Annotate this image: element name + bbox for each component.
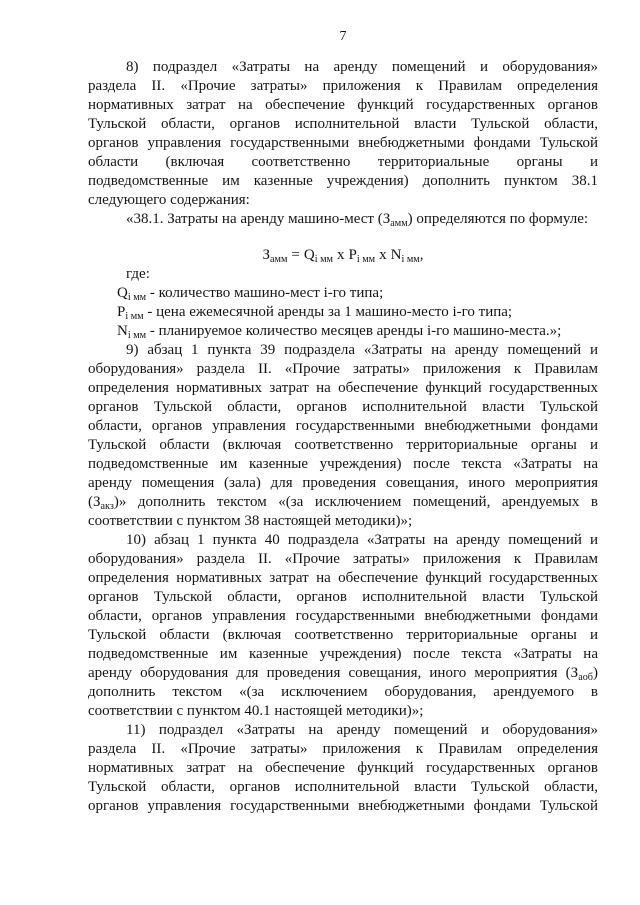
- text-line: раздела II. «Прочие затраты» приложения к Правилам определения: [88, 78, 598, 94]
- subscript: i мм: [401, 253, 420, 265]
- text-segment: ): [593, 665, 598, 681]
- text-line: соответствии с пунктом 40.1 настоящей методики)»;: [88, 703, 424, 719]
- text-line: 9) абзац 1 пункта 39 подраздела «Затраты на аренду помещений и: [126, 342, 598, 358]
- subscript: i мм: [127, 291, 147, 303]
- subscript: акз: [100, 500, 114, 512]
- definition-text: - планируемое количество месяцев аренды i-го машино-места.»;: [146, 323, 562, 339]
- formula: [88, 246, 598, 265]
- definition-text: - количество машино-мест i-го типа;: [146, 285, 384, 301]
- text-line: Тульской области, органов исполнительной власти Тульской области,: [88, 116, 598, 132]
- text-line: определения нормативных затрат на обеспечение функций государственных: [88, 380, 598, 396]
- subscript: аоб: [578, 671, 593, 683]
- definition-text: - цена ежемесячной аренды за 1 машино-место i-го типа;: [143, 304, 513, 320]
- amendment-item-8: [88, 58, 598, 210]
- text-line: подведомственные им казенные учреждения) после текста «Затраты на: [88, 456, 598, 472]
- text-line: Тульской области, органов исполнительной власти Тульской области,: [88, 779, 598, 795]
- text-line: области, органов управления государственными внебюджетными фондами: [88, 418, 598, 434]
- formula-symbol: N: [117, 323, 128, 339]
- text-segment: )» дополнить текстом «(за исключением помещений, арендуемых в: [113, 494, 598, 510]
- text-line: нормативных затрат на обеспечение функций государственных органов: [88, 760, 598, 776]
- formula-symbol: Q: [303, 247, 315, 263]
- text-line: оборудования» раздела II. «Прочие затраты» приложения к Правилам: [88, 551, 598, 567]
- subscript: i мм: [356, 253, 376, 265]
- point-intro-line: [88, 210, 598, 229]
- text-line: Тульской области (включая соответственно территориальные органы и: [88, 437, 598, 453]
- formula-end: ,: [419, 247, 424, 263]
- formula-symbol: P: [117, 304, 126, 320]
- text-line: дополнить текстом «(за исключением оборудования, арендуемого в: [88, 684, 598, 700]
- text-line: [88, 493, 598, 512]
- text-line: Тульской области (включая соответственно территориальные органы и: [88, 627, 598, 643]
- text-line: аренду помещения (зала) для проведения совещания, иного мероприятия: [88, 475, 598, 491]
- text-line: 8) подраздел «Затраты на аренду помещений и оборудования»: [126, 59, 598, 75]
- text-line: органов управления государственными внебюджетными фондами Тульской: [88, 798, 598, 814]
- subscript: амм: [270, 253, 288, 265]
- text-line: органов Тульской области, органов исполнительной власти Тульской: [88, 399, 598, 415]
- text-segment: ) определяются по формуле:: [407, 211, 589, 227]
- definition-line: [88, 322, 598, 341]
- text-line: [88, 664, 598, 683]
- subscript: i мм: [127, 329, 147, 341]
- text-line: 11) подраздел «Затраты на аренду помещений и оборудования»: [126, 722, 598, 738]
- text-segment: аренду оборудования для проведения совещания, иного мероприятия (З: [88, 665, 579, 681]
- definition-line: [88, 284, 598, 303]
- text-line: подведомственные им казенные учреждения) дополнить пунктом 38.1: [88, 173, 598, 189]
- text-line: соответствии с пунктом 38 настоящей методики)»;: [88, 513, 413, 529]
- formula-symbol: N: [390, 247, 402, 263]
- text-line: оборудования» раздела II. «Прочие затраты» приложения к Правилам: [88, 361, 598, 377]
- text-line: определения нормативных затрат на обеспечение функций государственных: [88, 570, 598, 586]
- formula-symbol: P: [348, 247, 357, 263]
- formula-symbol: З: [262, 247, 270, 263]
- text-line: органов управления государственными внебюджетными фондами Тульской: [88, 135, 598, 151]
- definition-line: [88, 303, 598, 322]
- subscript: i мм: [314, 253, 334, 265]
- text-segment: «38.1. Затраты на аренду машино-мест (З: [126, 211, 391, 227]
- formula-symbol: Q: [117, 285, 128, 301]
- text-line: органов Тульской области, органов исполнительной власти Тульской: [88, 589, 598, 605]
- text-line: нормативных затрат на обеспечение функций государственных органов: [88, 97, 598, 113]
- subscript: i мм: [125, 310, 144, 322]
- text-line: следующего содержания:: [88, 192, 250, 208]
- new-point-38-1: [88, 210, 598, 341]
- page-number: 7: [339, 29, 347, 44]
- amendment-item-11: [88, 721, 598, 816]
- text-line: области, органов управления государственными внебюджетными фондами: [88, 608, 598, 624]
- multiply-sign: x: [337, 247, 345, 263]
- text-line: подведомственные им казенные учреждения) после текста «Затраты на: [88, 646, 598, 662]
- amendment-item-10: [88, 531, 598, 721]
- text-line: области (включая соответственно территориальные органы и: [88, 154, 598, 170]
- equals-sign: =: [291, 247, 300, 263]
- amendment-item-9: [88, 341, 598, 531]
- text-line: 10) абзац 1 пункта 40 подраздела «Затраты на аренду помещений и: [126, 532, 598, 548]
- subscript: амм: [390, 217, 408, 229]
- where-label: где:: [126, 266, 150, 282]
- text-line: раздела II. «Прочие затраты» приложения к Правилам определения: [88, 741, 598, 757]
- text-segment: (З: [88, 494, 101, 510]
- multiply-sign: x: [379, 247, 387, 263]
- document-body: [88, 58, 598, 816]
